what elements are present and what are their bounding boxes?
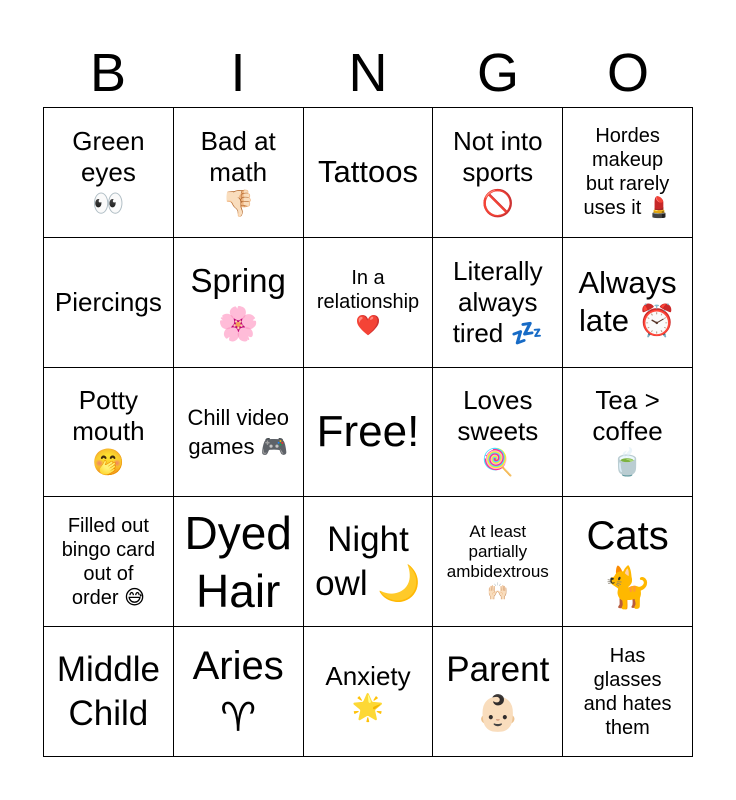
- bingo-cell[interactable]: [174, 368, 304, 498]
- cell-text: Has glasses and hates them: [583, 644, 672, 739]
- cell-text: Green eyes 👀: [72, 125, 145, 218]
- header-letter-i: I: [230, 43, 246, 103]
- cell-text: Free!: [316, 406, 420, 456]
- bingo-cell[interactable]: [304, 238, 434, 368]
- cell-text: Bad at math 👎🏻: [200, 125, 276, 218]
- cell-text: Tea > coffee 🍵: [592, 385, 663, 478]
- header-letter-g: G: [476, 43, 519, 103]
- bingo-cell[interactable]: [563, 368, 693, 498]
- cell-text: Not into sports 🚫: [452, 125, 543, 218]
- bingo-header: [43, 40, 693, 106]
- bingo-cell[interactable]: [563, 627, 693, 757]
- bingo-cell[interactable]: [563, 108, 693, 238]
- bingo-cell[interactable]: [304, 108, 434, 238]
- cell-text: Potty mouth 🤭: [72, 385, 145, 478]
- bingo-cell[interactable]: [433, 497, 563, 627]
- cell-text: Spring 🌸: [190, 262, 286, 343]
- bingo-cell[interactable]: [433, 627, 563, 757]
- bingo-cell[interactable]: [433, 238, 563, 368]
- bingo-cell[interactable]: [433, 108, 563, 238]
- bingo-cell[interactable]: [174, 497, 304, 627]
- bingo-cell[interactable]: [174, 238, 304, 368]
- bingo-cell[interactable]: [433, 368, 563, 498]
- bingo-cell[interactable]: [44, 627, 174, 757]
- bingo-cell[interactable]: [44, 497, 174, 627]
- cell-text: Parent 👶🏻: [446, 649, 550, 733]
- cell-text: Chill video games 🎮: [187, 404, 289, 459]
- cell-text: Literally always tired 💤: [452, 255, 543, 348]
- cell-text: Filled out bingo card out of order 😅: [61, 514, 156, 609]
- cell-text: Aries ♈: [192, 643, 284, 740]
- cell-text: Middle Child: [56, 649, 160, 733]
- cell-text: Loves sweets 🍭: [457, 385, 539, 478]
- cell-text: Always late ⏰: [578, 265, 677, 339]
- bingo-cell[interactable]: [563, 497, 693, 627]
- bingo-cell[interactable]: [174, 627, 304, 757]
- cell-text: Tattoos: [318, 154, 418, 190]
- bingo-cell[interactable]: [304, 497, 434, 627]
- bingo-cell[interactable]: [44, 368, 174, 498]
- header-letter-o: O: [606, 43, 649, 103]
- cell-text: Cats 🐈: [586, 513, 669, 610]
- cell-text: In a relationship ❤️: [316, 267, 420, 338]
- cell-text: Dyed Hair: [184, 506, 292, 617]
- cell-text: At least partially ambidextrous 🙌🏻: [446, 521, 549, 601]
- cell-text: Night owl 🌙: [315, 519, 421, 603]
- cell-text: Piercings: [54, 286, 162, 317]
- free-space[interactable]: [304, 368, 434, 498]
- header-letter-b: B: [89, 43, 127, 103]
- bingo-cell[interactable]: [44, 238, 174, 368]
- header-letter-n: N: [348, 43, 388, 103]
- bingo-cell[interactable]: [304, 627, 434, 757]
- bingo-cell[interactable]: [563, 238, 693, 368]
- bingo-cell[interactable]: [44, 108, 174, 238]
- bingo-cell[interactable]: [174, 108, 304, 238]
- cell-text: Anxiety 🌟: [325, 660, 411, 722]
- cell-text: Hordes makeup but rarely uses it 💄: [583, 125, 672, 220]
- bingo-board: [43, 107, 693, 757]
